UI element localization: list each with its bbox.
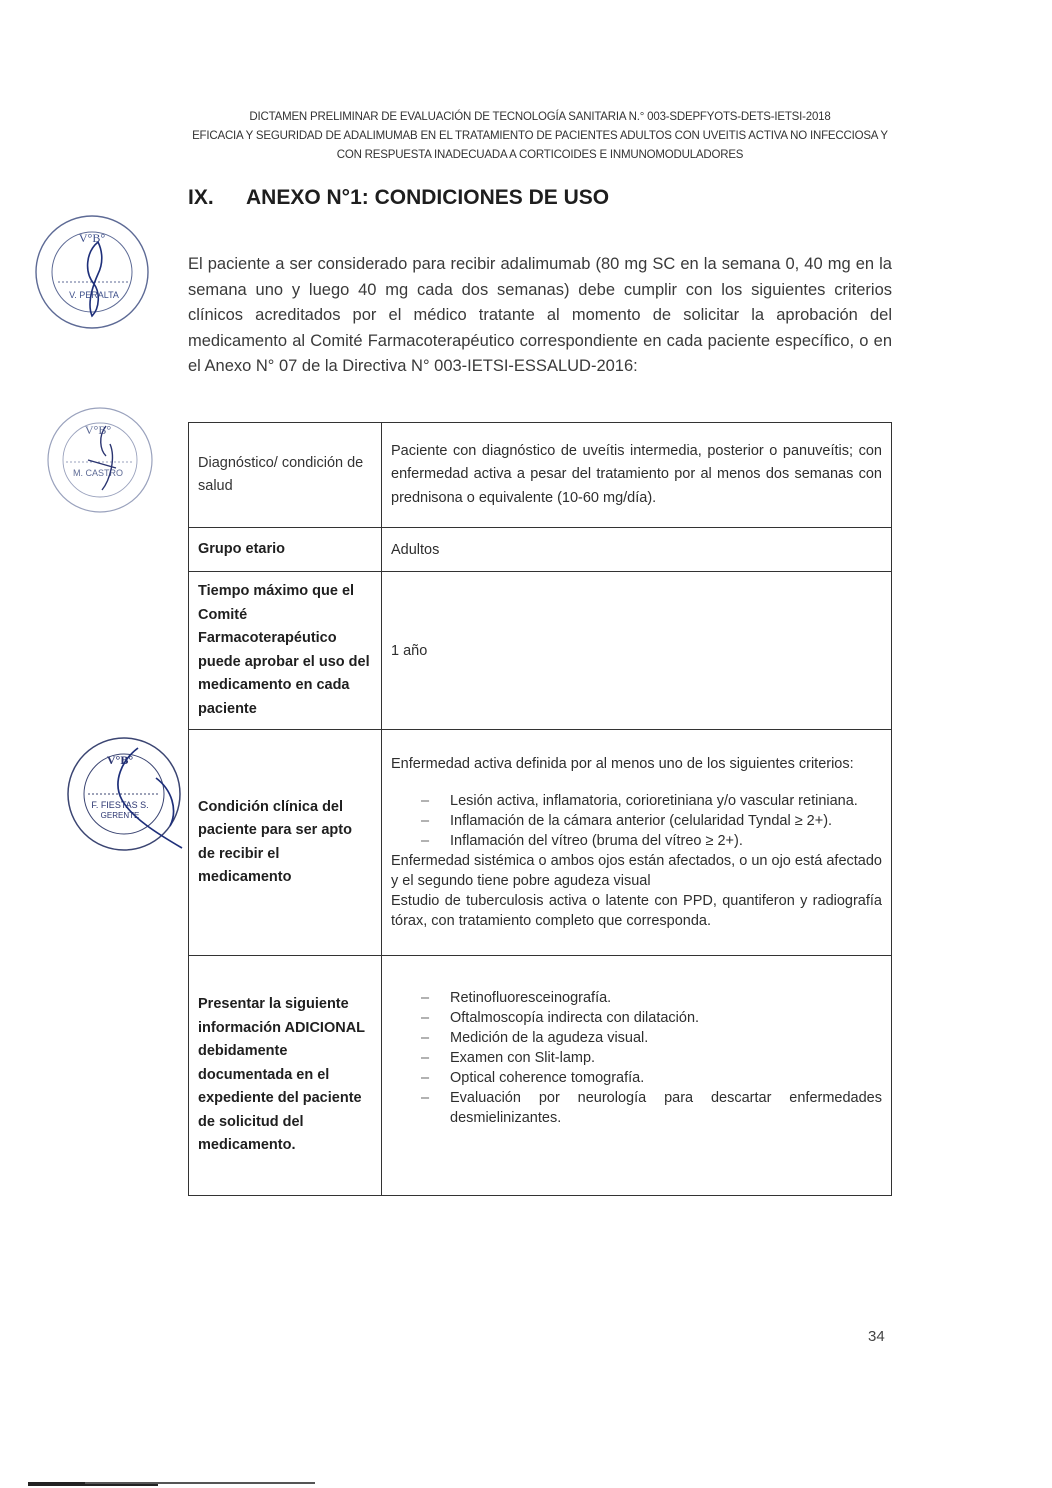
row-label-additional-info: Presentar la siguiente información ADICIONAL debidamente documentada en el expediente del paciente de solicitud del medicamento. (189, 956, 382, 1196)
header-line-1: DICTAMEN PRELIMINAR DE EVALUACIÓN DE TECNOLOGÍA SANITARIA N.° 003-SDEPFYOTS-DETS-IETSI-2018 (249, 111, 831, 123)
list-item: – Oftalmoscopía indirecta con dilatación. (421, 1008, 882, 1028)
approval-stamp-2 (40, 404, 160, 518)
list-item: – Lesión activa, inflamatoria, corioretiniana y/o vascular retiniana. (421, 791, 882, 811)
list-item: – Retinofluoresceinografía. (421, 988, 882, 1008)
clinical-intro: Enfermedad activa definida por al menos uno de los siguientes criterios: (391, 756, 854, 772)
table-row-additional-info (189, 956, 892, 1196)
table-row-age-group (189, 528, 892, 572)
header-line-3: CON RESPUESTA INADECUADA A CORTICOIDES E INMUNOMODULADORES (336, 149, 744, 161)
page-number: 34 (868, 1328, 885, 1345)
section-number: IX. (188, 186, 214, 209)
conditions-table (188, 422, 892, 1196)
table-row-diagnosis (189, 423, 892, 528)
row-label-age-group: Grupo etario (189, 528, 382, 572)
approval-stamp-3 (62, 730, 188, 858)
clinical-para-tuberculosis: Estudio de tuberculosis activa o latente con PPD, quantiferon y radiografía tórax, con tratamiento completo que corresponda. (391, 893, 882, 929)
list-item: – Examen con Slit-lamp. (421, 1048, 882, 1068)
list-item: – Evaluación por neurología para descartar enfermedades desmielinizantes. (421, 1088, 882, 1128)
stamp-vobo: V°B° (106, 753, 134, 767)
bottom-edge-mark (85, 1482, 315, 1484)
stamp-name: F. FIESTAS S. (91, 800, 149, 810)
document-header (180, 108, 900, 165)
table-row-clinical-condition (189, 730, 892, 956)
list-item: – Inflamación de la cámara anterior (celularidad Tyndal ≥ 2+). (421, 811, 882, 831)
intro-paragraph: El paciente a ser considerado para recibir adalimumab (80 mg SC en la semana 0, 40 mg en la semana uno y luego 40 mg cada dos semanas) debe cumplir con los siguientes criterios clínicos acreditados por el médico tratante al momento de solicitar la aprobación del medicamento al Comité Farmacoterapéutico correspondiente en cada paciente específico, o en el Anexo N° 07 de la Directiva N° 003-IETSI-ESSALUD-2016: (188, 255, 892, 376)
row-value-additional-info (382, 956, 892, 1196)
stamp-vobo: V°B° (78, 231, 106, 245)
list-item: – Medición de la agudeza visual. (421, 1028, 882, 1048)
clinical-criteria-list (391, 791, 882, 851)
header-line-2: EFICACIA Y SEGURIDAD DE ADALIMUMAB EN EL TRATAMIENTO DE PACIENTES ADULTOS CON UVEITIS ACTIVA NO INFECCIOSA Y (192, 130, 888, 142)
row-value-max-time: 1 año (382, 572, 892, 730)
section-heading (188, 186, 609, 210)
stamp-name: V. PERALTA (69, 290, 119, 300)
clinical-para-systemic: Enfermedad sistémica o ambos ojos están afectados, o un ojo está afectado y el segundo tiene pobre agudeza visual (391, 853, 882, 889)
stamp-vobo: V°B° (84, 423, 112, 437)
row-label-max-time: Tiempo máximo que el Comité Farmacoterapéutico puede aprobar el uso del medicamento en cada paciente (189, 572, 382, 730)
approval-stamp-1 (28, 212, 156, 332)
table-row-max-time (189, 572, 892, 730)
stamp-role: GERENTE (100, 811, 140, 820)
additional-info-list (391, 988, 882, 1128)
row-label-diagnosis: Diagnóstico/ condición de salud (189, 423, 382, 528)
signature-mark (88, 242, 102, 316)
row-value-age-group: Adultos (382, 528, 892, 572)
row-value-diagnosis: Paciente con diagnóstico de uveítis intermedia, posterior o panuveítis; con enfermedad activa a pesar del tratamiento por al menos dos semanas con prednisona o equivalente (10-60 mg/día). (382, 423, 892, 528)
row-value-clinical-condition (382, 730, 892, 956)
list-item: – Inflamación del vítreo (bruma del vítreo ≥ 2+). (421, 831, 882, 851)
row-label-clinical-condition: Condición clínica del paciente para ser apto de recibir el medicamento (189, 730, 382, 956)
section-title: ANEXO N°1: CONDICIONES DE USO (246, 186, 610, 209)
list-item: – Optical coherence tomografía. (421, 1068, 882, 1088)
stamp-name: M. CASTRO (72, 468, 124, 478)
